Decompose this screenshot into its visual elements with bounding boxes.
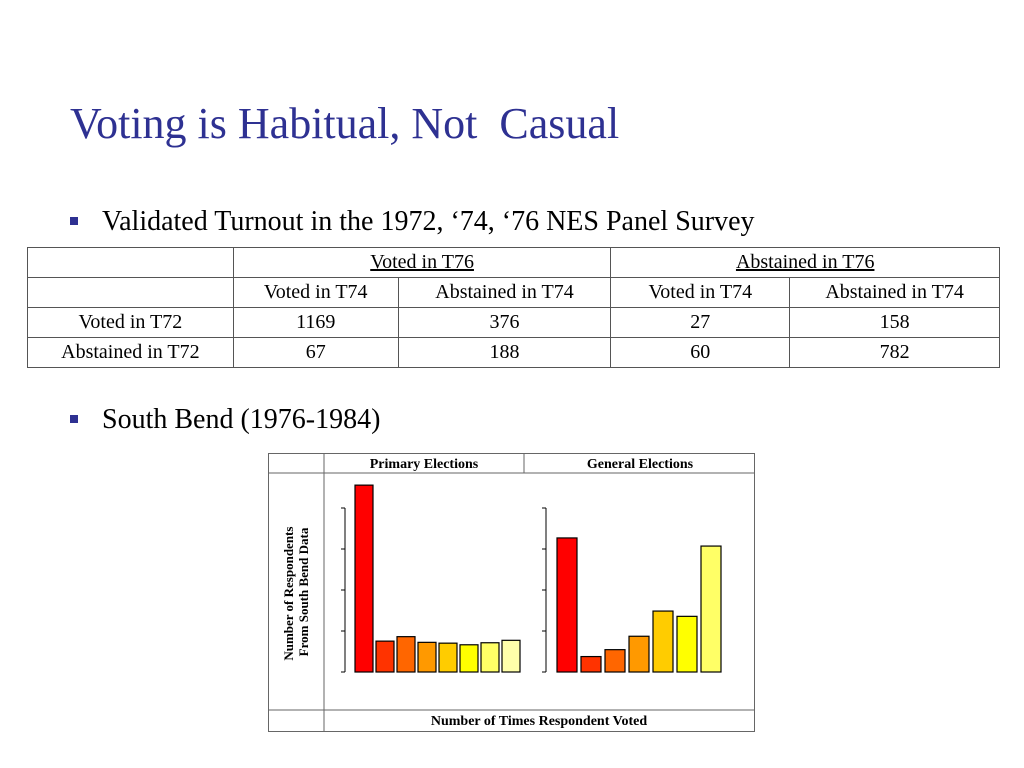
y-axis-label-line: Number of Respondents <box>281 526 296 661</box>
bar-general-1 <box>581 657 601 672</box>
bullet-nes <box>70 206 755 238</box>
bar-primary-0 <box>355 485 373 672</box>
bar-primary-6 <box>481 643 499 672</box>
y-axis-label <box>281 523 311 660</box>
table-group-header-row <box>28 248 1000 278</box>
south-bend-chart <box>268 453 755 732</box>
bullet-square-icon <box>70 415 78 423</box>
table-cell: 376 <box>398 308 611 338</box>
bar-primary-3 <box>418 642 436 672</box>
table-group-header: Voted in T76 <box>233 248 611 278</box>
bar-general-0 <box>557 538 577 672</box>
table-sub-header: Voted in T74 <box>233 278 398 308</box>
table-cell: 27 <box>611 308 790 338</box>
chart-frame <box>269 454 755 732</box>
table-cell: 158 <box>790 308 1000 338</box>
nes-turnout-table <box>27 247 1000 368</box>
table-cell: 188 <box>398 338 611 368</box>
bar-general-5 <box>677 616 697 672</box>
bar-primary-7 <box>502 640 520 672</box>
table-corner-cell <box>28 278 234 308</box>
table-cell: 67 <box>233 338 398 368</box>
slide-title: Voting is Habitual, Not Casual <box>70 99 620 148</box>
bar-general-3 <box>629 636 649 672</box>
table-group-header: Abstained in T76 <box>611 248 1000 278</box>
bullet-nes-text: Validated Turnout in the 1972, ‘74, ‘76 NES Panel Survey <box>102 206 755 237</box>
table-row <box>28 308 1000 338</box>
bar-general-2 <box>605 650 625 672</box>
table-cell: 1169 <box>233 308 398 338</box>
bar-general-6 <box>701 546 721 672</box>
table-cell: 60 <box>611 338 790 368</box>
table-sub-header: Abstained in T74 <box>398 278 611 308</box>
table-corner-cell <box>28 248 234 278</box>
y-axis-label-line: From South Bend Data <box>296 527 311 657</box>
bar-primary-5 <box>460 645 478 672</box>
table-row-label: Abstained in T72 <box>28 338 234 368</box>
table-row-label: Voted in T72 <box>28 308 234 338</box>
table-cell: 782 <box>790 338 1000 368</box>
bullet-south-bend <box>70 404 380 436</box>
bullet-south-bend-text: South Bend (1976-1984) <box>102 404 381 435</box>
bar-general-4 <box>653 611 673 672</box>
bar-primary-4 <box>439 643 457 672</box>
table-sub-header-row <box>28 278 1000 308</box>
table-row <box>28 338 1000 368</box>
bar-primary-1 <box>376 641 394 672</box>
table-sub-header: Abstained in T74 <box>790 278 1000 308</box>
bullet-square-icon <box>70 217 78 225</box>
panel-title-general: General Elections <box>586 457 694 472</box>
panel-title-primary: Primary Elections <box>369 457 479 472</box>
table-sub-header: Voted in T74 <box>611 278 790 308</box>
bar-primary-2 <box>397 637 415 672</box>
x-axis-label: Number of Times Respondent Voted <box>430 714 648 729</box>
